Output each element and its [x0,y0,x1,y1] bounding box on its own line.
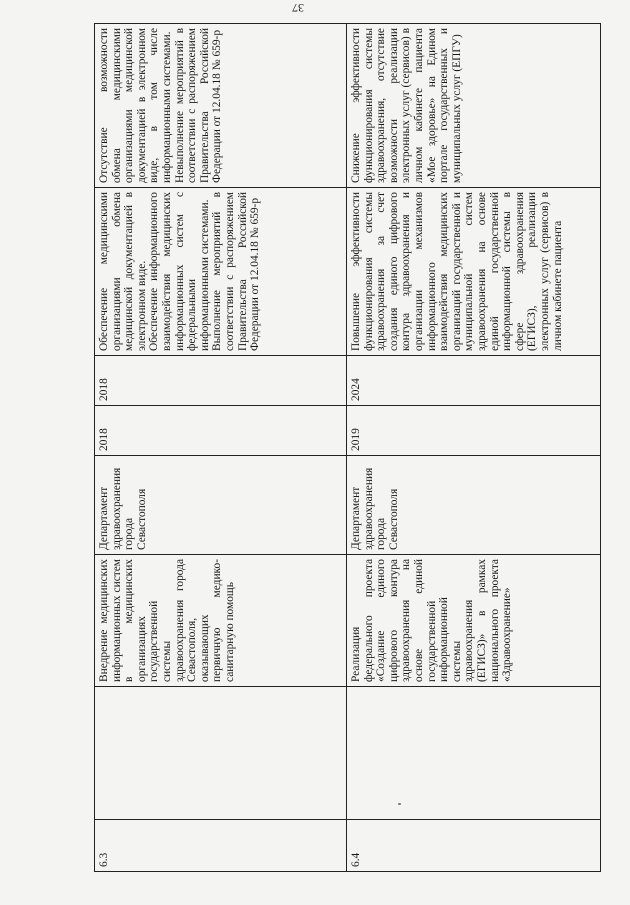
empty-cell [95,687,347,820]
page-number: 37 [292,1,304,15]
rotated-table-wrapper [94,24,600,872]
result-cell: Обеспечение медицинскими организациями обмена медицинской документацией в электронном виде. Обеспечение информационного взаимодействия медицинских информационных систем с федеральными информационными системами. Выполнение мероприятий в соответствии с распоряжением Правительства Российской Федерации от 12.04.18 № 659-р [95,188,347,356]
scan-speck [398,803,401,805]
consequence-cell: Отсутствие возможности обмена медицинскими организациями медицинской документацией в электронном виде, в том числе информационными системами. Невыполнение мероприятий в соответствии с распоряжением Правительства Российской Федерации от 12.04.18 № 659-р [95,24,347,188]
activity-cell: Реализация федерального проекта «Создание единого цифрового контура здравоохранения на основе единой государственной информационной системы здравоохранения (ЕГИСЗ)» в рамках национального проекта «Здравоохранение» [347,555,601,687]
row-number: 6.4 [347,820,601,872]
end-year-cell: 2018 [95,356,347,406]
end-year-cell: 2024 [347,356,601,406]
table-row [347,24,601,872]
table-row [95,24,347,872]
start-year-cell: 2019 [347,406,601,456]
start-year-cell: 2018 [95,406,347,456]
empty-cell [347,687,601,820]
row-number: 6.3 [95,820,347,872]
measures-table [94,23,601,872]
result-cell: Повышение эффективности функционирования системы здравоохранения за счет создания единого цифрового контура здравоохранения и организации механизмов информационного взаимодействия медицинских организаций государственной и муниципальной систем здравоохранения на основе единой государственной информационной системы в сфере здравоохранения (ЕГИСЗ), реализации электронных услуг (сервисов) в личном кабинете пациента [347,188,601,356]
activity-cell: Внедрение медицинских информационных систем в медицинских организациях государственной системы здравоохранения города Севастополя, оказывающих первичную медико-санитарную помощь [95,555,347,687]
executor-cell: Департамент здравоохранения города Севастополя [95,456,347,555]
document-sheet [94,24,600,872]
consequence-cell: Снижение эффективности функционирования системы здравоохранения, отсутствие возможности реализации электронных услуг (сервисов) в личном кабинете пациента «Мое здоровье» на Едином портале государственных и муниципальных услуг (ЕПГУ) [347,24,601,188]
executor-cell: Департамент здравоохранения города Севастополя [347,456,601,555]
